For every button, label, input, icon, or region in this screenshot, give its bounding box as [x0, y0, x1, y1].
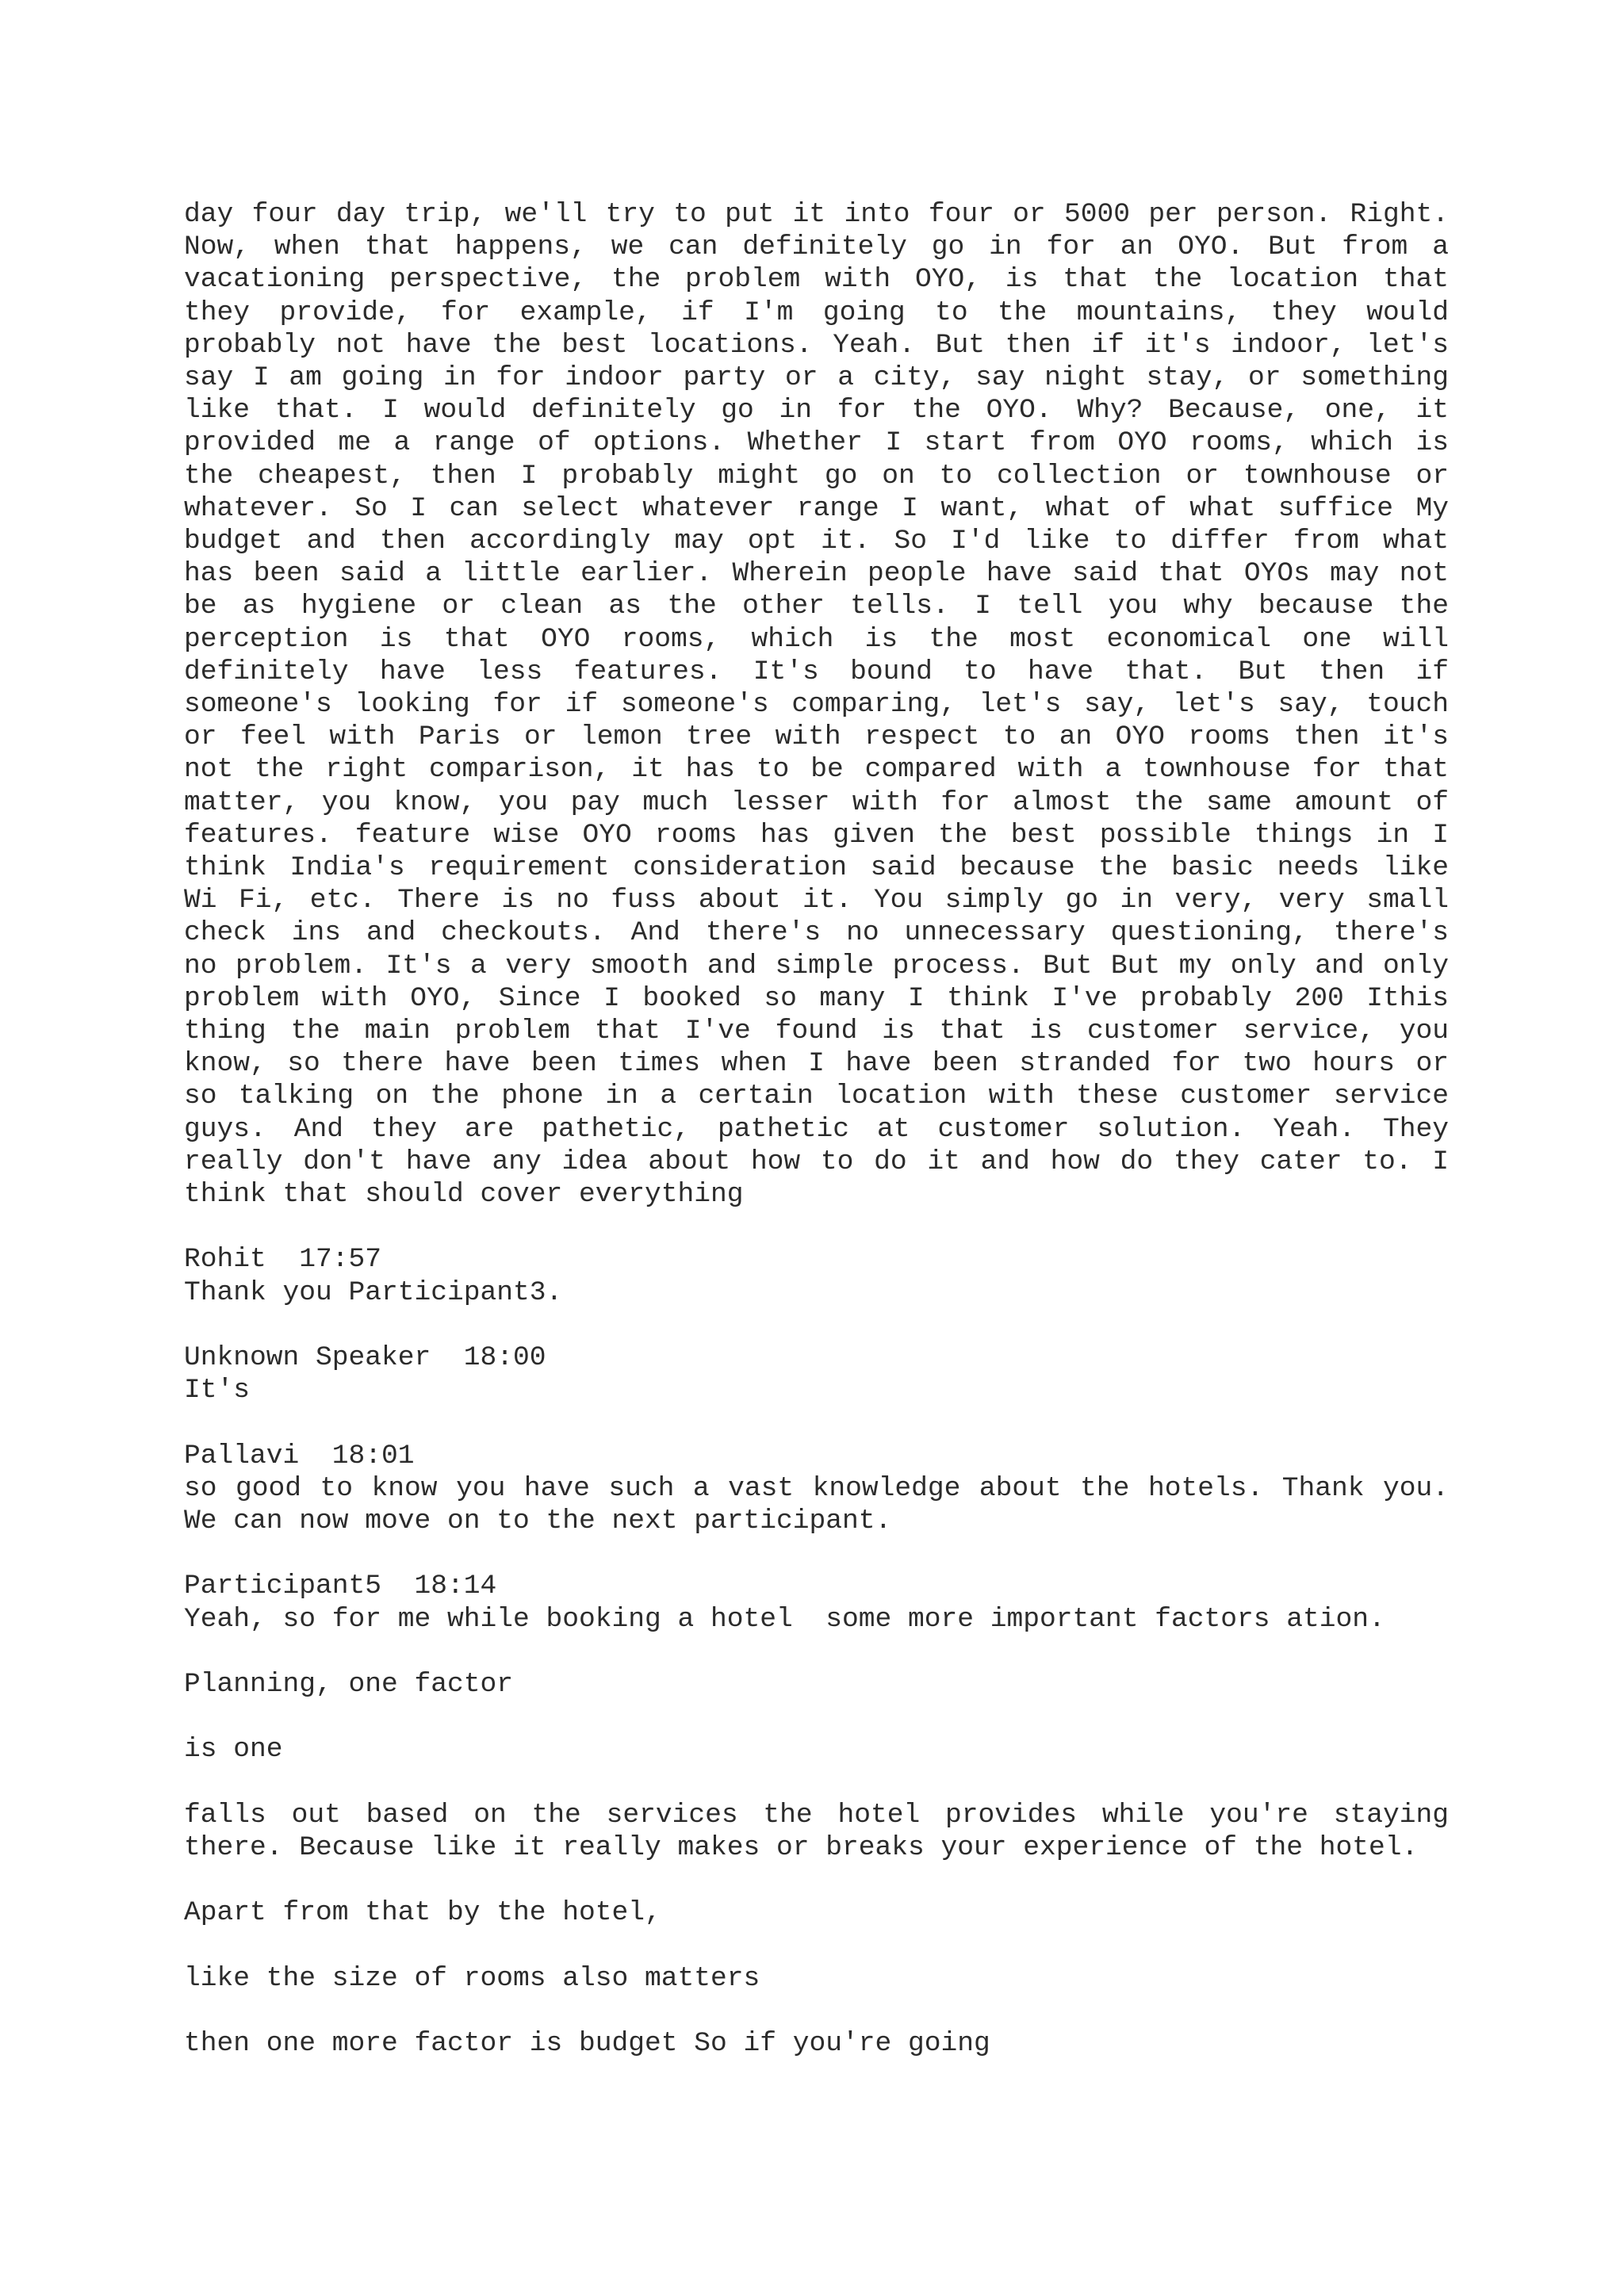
text-line: Thank you Participant3. [184, 1276, 563, 1308]
text-line: day four day trip, we'll try to put it into four or 5000 per person. Right. [184, 199, 1449, 230]
text-line: like that. I would definitely go in for the OYO. Why? Because, one, it [184, 395, 1449, 427]
text-line: problem with OYO, Since I booked so many I think I've probably 200 Ithis [184, 982, 1449, 1014]
text-line: thing the main problem that I've found is that is customer service, you [184, 1016, 1449, 1047]
transcript-fragment [184, 1962, 1449, 1995]
text-line: probably not have the best locations. Yeah. But then if it's indoor, let's [184, 329, 1449, 361]
transcript-fragment [184, 1896, 1449, 1929]
text-line: not the right comparison, it has to be compared with a townhouse for that [184, 754, 1449, 786]
text-line: It's [184, 1375, 251, 1406]
text-line: then one more factor is budget So if you're going [184, 2028, 990, 2060]
text-line: Yeah, so for me while booking a hotel some more important factors ation. [184, 1603, 1385, 1635]
text-line: budget and then accordingly may opt it. So I'd like to differ from what [184, 526, 1449, 557]
text-line: definitely have less features. It's bound to have that. But then if [184, 656, 1449, 687]
text-line: think that should cover everything [184, 1179, 744, 1211]
speaker-timestamp: Participant5 18:14 [184, 1571, 497, 1602]
text-line: no problem. It's a very smooth and simple process. But But my only and only [184, 950, 1449, 982]
transcript-entry [184, 1440, 1449, 1538]
text-line: someone's looking for if someone's comparing, let's say, let's say, touch [184, 689, 1449, 721]
text-line: the cheapest, then I probably might go on to collection or townhouse or [184, 460, 1449, 492]
transcript-paragraph-intro [184, 198, 1449, 1211]
text-line: be as hygiene or clean as the other tells. I tell you why because the [184, 591, 1449, 622]
transcript-entry [184, 1243, 1449, 1308]
text-line: like the size of rooms also matters [184, 1962, 760, 1994]
text-line: think India's requirement consideration said because the basic needs like [184, 852, 1449, 884]
text-line: Wi Fi, etc. There is no fuss about it. You simply go in very, very small [184, 885, 1449, 916]
text-line: guys. And they are pathetic, pathetic at customer solution. Yeah. They [184, 1113, 1449, 1145]
transcript-fragment [184, 1733, 1449, 1766]
text-line: has been said a little earlier. Wherein people have said that OYOs may not [184, 558, 1449, 590]
text-line: Planning, one factor [184, 1669, 514, 1701]
transcript-entry [184, 1570, 1449, 1635]
text-line: whatever. So I can select whatever range I want, what of what suffice My [184, 492, 1449, 524]
text-line: so good to know you have such a vast knowledge about the hotels. Thank you. [184, 1472, 1449, 1504]
text-line: check ins and checkouts. And there's no unnecessary questioning, there's [184, 917, 1449, 949]
text-line: is one [184, 1734, 283, 1766]
text-line: say I am going in for indoor party or a city, say night stay, or something [184, 362, 1449, 394]
text-line: perception is that OYO rooms, which is the most economical one will [184, 623, 1449, 655]
text-line: or feel with Paris or lemon tree with respect to an OYO rooms then it's [184, 721, 1449, 753]
transcript-fragment [184, 1799, 1449, 1864]
speaker-timestamp: Pallavi 18:01 [184, 1440, 415, 1471]
text-line: vacationing perspective, the problem with OYO, is that the location that [184, 264, 1449, 296]
text-line: Apart from that by the hotel, [184, 1897, 661, 1929]
text-line: Now, when that happens, we can definitely go in for an OYO. But from a [184, 232, 1449, 263]
speaker-timestamp: Rohit 17:57 [184, 1244, 382, 1276]
text-line: they provide, for example, if I'm going to the mountains, they would [184, 297, 1449, 328]
text-line: there. Because like it really makes or breaks your experience of the hotel. [184, 1832, 1419, 1864]
text-line: know, so there have been times when I have been stranded for two hours or [184, 1048, 1449, 1080]
text-line: provided me a range of options. Whether I start from OYO rooms, which is [184, 427, 1449, 459]
text-line: We can now move on to the next participant. [184, 1506, 892, 1537]
transcript-entry [184, 1341, 1449, 1406]
text-line: falls out based on the services the hotel provides while you're staying [184, 1799, 1449, 1831]
text-line: really don't have any idea about how to do it and how do they cater to. I [184, 1146, 1449, 1177]
text-line: matter, you know, you pay much lesser with for almost the same amount of [184, 786, 1449, 818]
transcript-fragment [184, 2027, 1449, 2060]
text-line: so talking on the phone in a certain location with these customer service [184, 1081, 1449, 1112]
speaker-timestamp: Unknown Speaker 18:00 [184, 1342, 546, 1374]
transcript-fragment [184, 1668, 1449, 1701]
transcript-page [184, 198, 1449, 2093]
text-line: features. feature wise OYO rooms has given the best possible things in I [184, 819, 1449, 851]
